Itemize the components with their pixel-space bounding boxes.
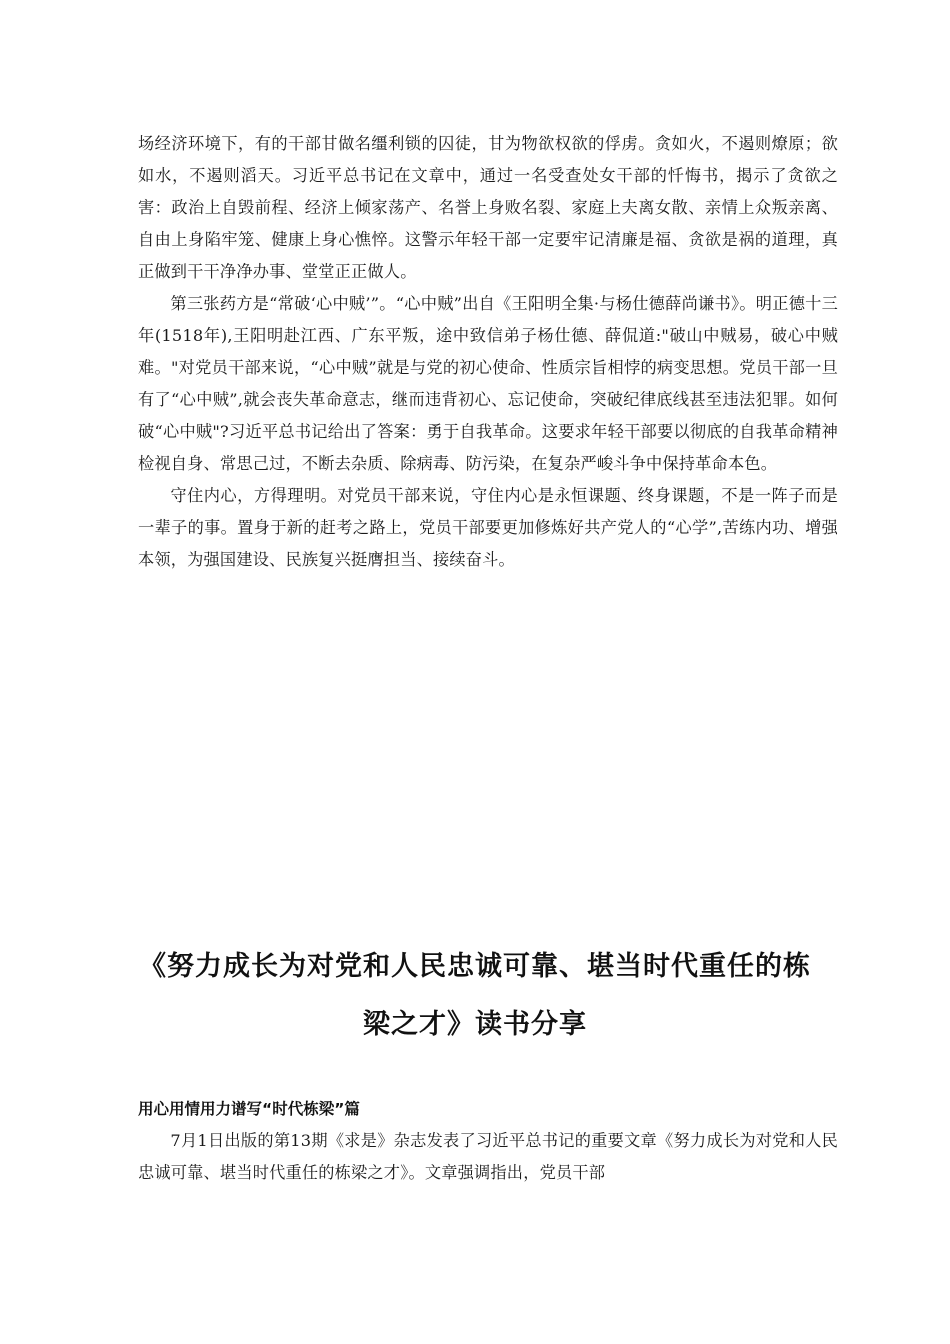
title-line-2: 梁之才》读书分享 <box>363 1009 587 1040</box>
continued-article-section <box>138 128 838 576</box>
body-paragraph-1: 场经济环境下，有的干部甘做名缰利锁的囚徒，甘为物欲权欲的俘虏。贪如火，不遏则燎原；欲如水，不遏则滔天。习近平总书记在文章中，通过一名受查处女干部的忏悔书，揭示了贪欲之害：政治上自毁前程、经济上倾家荡产、名誉上身败名裂、家庭上夫离女散、亲情上众叛亲离、自由上身陷牢笼、健康上身心憔悴。这警示年轻干部一定要牢记清廉是福、贪欲是祸的道理，真正做到干干净净办事、堂堂正正做人。 <box>138 134 838 281</box>
title-line-1: 《努力成长为对党和人民忠诚可靠、堪当时代重任的栋 <box>139 951 811 982</box>
document-title <box>120 938 830 1054</box>
reading-share-section <box>138 1094 838 1189</box>
body-paragraph-2: 第三张药方是“常破‘心中贼’”。“心中贼”出自《王阳明全集·与杨仕德薛尚谦书》。明正德十三年(1518年),王阳明赴江西、广东平叛，途中致信弟子杨仕德、薛侃道:"破山中贼易，破心中贼难。"对党员干部来说，“心中贼”就是与党的初心使命、性质宗旨相悖的病变思想。党员干部一旦有了“心中贼”,就会丧失革命意志，继而违背初心、忘记使命，突破纪律底线甚至违法犯罪。如何破“心中贼"?习近平总书记给出了答案：勇于自我革命。这要求年轻干部要以彻底的自我革命精神检视自身、常思己过，不断去杂质、除病毒、防污染，在复杂严峻斗争中保持革命本色。 <box>138 294 838 473</box>
body-paragraph-3: 守住内心，方得理明。对党员干部来说，守住内心是永恒课题、终身课题，不是一阵子而是一辈子的事。置身于新的赶考之路上，党员干部要更加修炼好共产党人的“心学”,苦练内功、增强本领，为强国建设、民族复兴挺膺担当、接续奋斗。 <box>138 486 838 569</box>
intro-paragraph: 7月1日出版的第13期《求是》杂志发表了习近平总书记的重要文章《努力成长为对党和人民忠诚可靠、堪当时代重任的栋梁之才》。文章强调指出，党员干部 <box>138 1131 838 1182</box>
section-heading: 用心用情用力谱写“时代栋梁”篇 <box>138 1100 360 1118</box>
